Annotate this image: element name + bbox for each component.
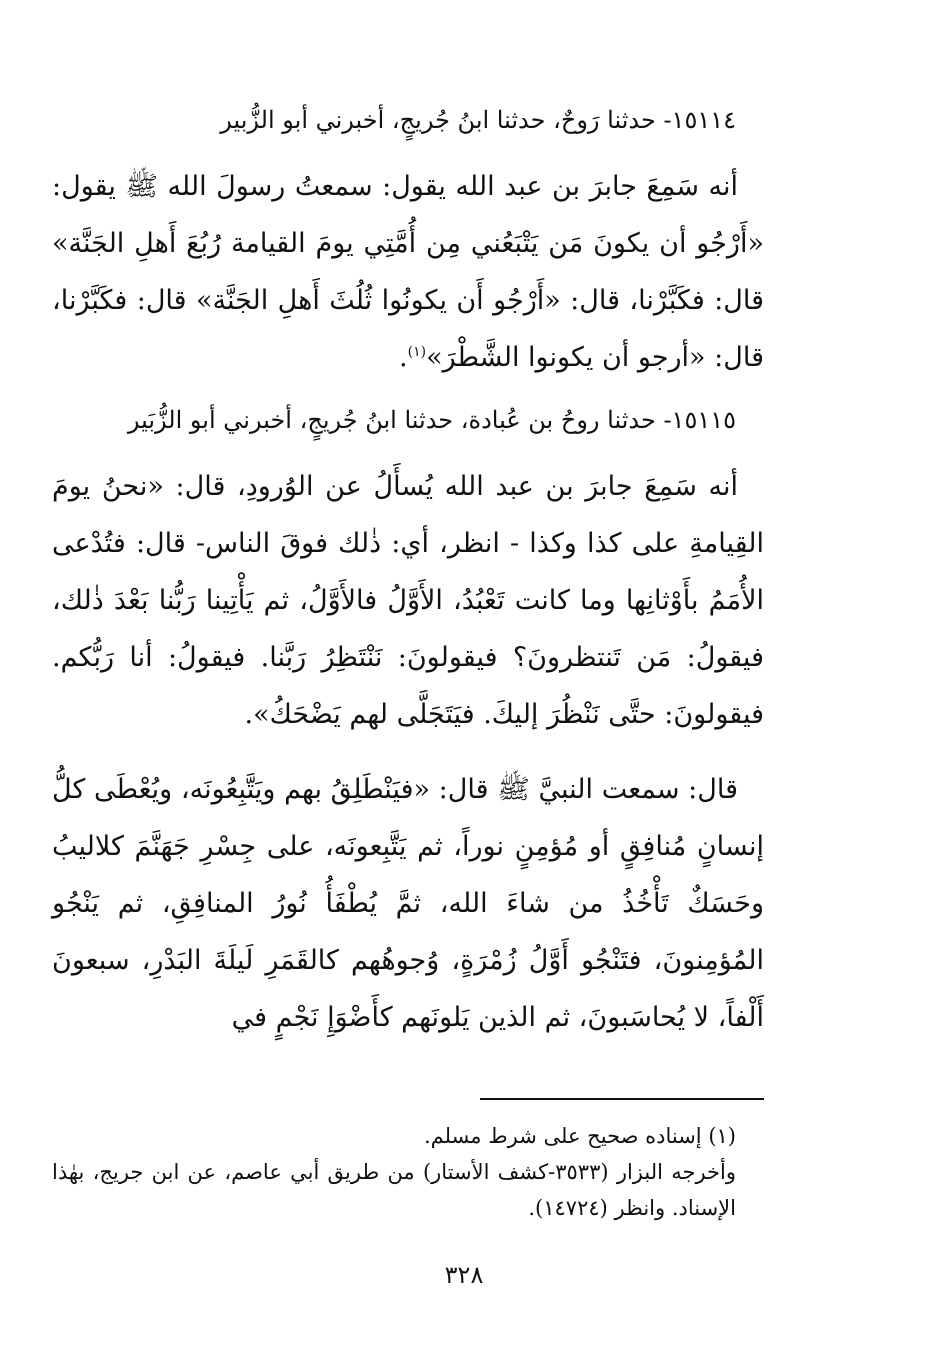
hadith-15115-paragraph-1: أنه سَمِعَ جابرَ بن عبد الله يُسأَلُ عن الوُرودِ، قال: «نحنُ يومَ القِيامةِ على كذا وكذا - انظر، أي: ذٰلك فوقَ الناس- قال: فتُدْعى الأُمَمُ بأَوْثانِها وما كانت تَعْبُدُ، الأَوَّلُ فالأَوَّلُ، ثم يَأْتِينا رَبُّنا بَعْدَ ذٰلك، فيقولُ: مَن تَنتظرونَ؟ فيقولونَ: نَنْتَظِرُ رَبَّنا. فيقولُ: أنا رَبُّكم. فيقولونَ: حتَّى نَنْظُرَ إليكَ. فيَتَجَلَّى لهم يَضْحَكُ». <box>52 471 764 730</box>
hadith-15114-body: أنه سَمِعَ جابرَ بن عبد الله يقول: سمعتُ رسولَ الله ﷺ يقول: «أَرْجُو أن يكونَ مَن يَتْبَعُني مِن أُمَّتِي يومَ القيامة رُبُعَ أَهلِ الجَنَّة» قال: فكَبَّرْنا، قال: «أَرْجُو أَن يكونُوا ثُلُثَ أَهلِ الجَنَّة» قال: فكَبَّرْنا، قال: «أرجو أن يكونوا الشَّطْرَ» <box>52 171 764 373</box>
main-text <box>52 100 764 1046</box>
footnote-1: (١) إسناده صحيح على شرط مسلم. <box>423 1124 736 1148</box>
footnotes <box>52 1118 764 1226</box>
page-number: ٣٢٨ <box>444 1261 484 1289</box>
hadith-15114-isnad: ١٥١١٤- حدثنا رَوحٌ، حدثنا ابنُ جُريجٍ، أخبرني أبو الزُّبير <box>220 106 736 134</box>
footnote-marker-1: (١) <box>407 344 427 360</box>
footnote-1-continuation: وأخرجه البزار (٣٥٣٣-كشف الأستار) من طريق أبي عاصم، عن ابن جريج، بهٰذا الإسناد. وانظر (١٤٧٢٤). <box>52 1160 736 1220</box>
footnote-divider <box>480 1098 764 1100</box>
hadith-15115-isnad: ١٥١١٥- حدثنا روحُ بن عُبادة، حدثنا ابنُ جُريجٍ، أخبرني أبو الزُّبَير <box>127 406 736 434</box>
hadith-15114-text <box>52 158 764 386</box>
hadith-15114-tail: . <box>399 342 408 373</box>
hadith-15115-paragraph-2: قال: سمعت النبيَّ ﷺ قال: «فيَنْطَلِقُ بهم ويَتَّبِعُونَه، ويُعْطَى كلُّ إنسانٍ مُنافِقٍ أو مُؤمِنٍ نوراً، ثم يَتَّبِعونَه، على جِسْرِ جَهَنَّمَ كلاليبُ وحَسَكٌ تَأْخُذُ من شاءَ الله، ثمَّ يُطْفَأُ نُورُ المنافِقِ، ثم يَنْجُو المُؤمِنونَ، فتَنْجُو أَوَّلُ زُمْرَةٍ، وُجوهُهم كالقَمَرِ لَيلَةَ البَدْرِ، سبعونَ أَلْفاً، لا يُحاسَبونَ، ثم الذين يَلونَهم كأَضْوَإِ نَجْمٍ في <box>52 774 764 1033</box>
